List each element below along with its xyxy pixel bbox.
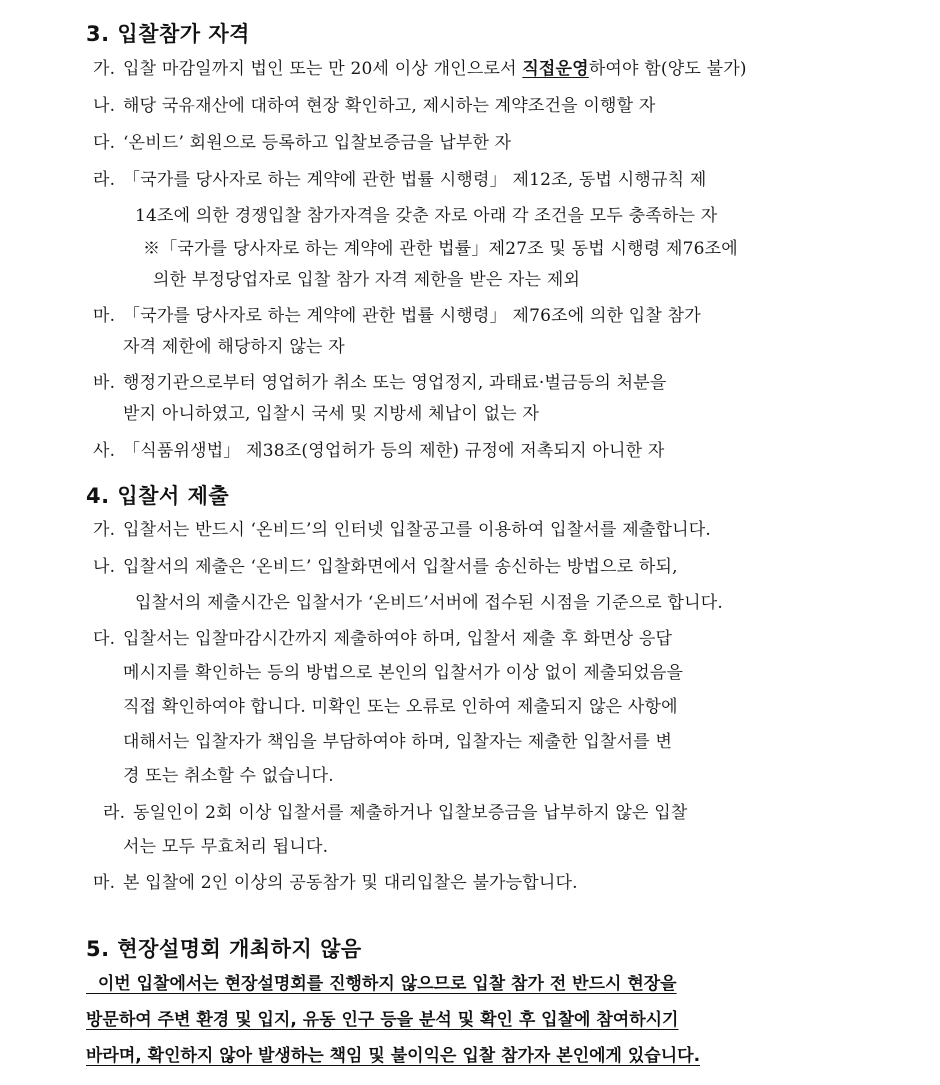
section-3-item-ma-line-1 bbox=[93, 305, 701, 327]
item-marker: 마. bbox=[93, 873, 116, 893]
section-3-item-da bbox=[93, 132, 511, 154]
item-text: 동일인이 2회 이상 입찰서를 제출하거나 입찰보증금을 납부하지 않은 입찰 bbox=[133, 803, 688, 823]
item-text-continued: 하여야 함(양도 불가) bbox=[588, 59, 747, 79]
section-4-item-da-line-2: 메시지를 확인하는 등의 방법으로 본인의 입찰서가 이상 없이 제출되었음을 bbox=[123, 663, 684, 683]
section-4-item-ra-line-1 bbox=[103, 802, 688, 824]
section-3-heading: 3. 입찰참가 자격 bbox=[86, 22, 250, 46]
item-text: 입찰 마감일까지 법인 또는 만 20세 이상 개인으로서 bbox=[123, 59, 523, 79]
item-marker: 라. bbox=[93, 170, 116, 190]
item-text: 해당 국유재산에 대하여 현장 확인하고, 제시하는 계약조건을 이행할 자 bbox=[123, 96, 656, 116]
section-3-item-ma-line-2: 자격 제한에 해당하지 않는 자 bbox=[123, 337, 345, 357]
item-marker: 마. bbox=[93, 306, 116, 326]
item-marker: 가. bbox=[93, 520, 116, 540]
section-3-item-ra-note-line-2: 의한 부정당업자로 입찰 참가 자격 제한을 받은 자는 제외 bbox=[153, 270, 581, 290]
section-3-item-ra-line-1 bbox=[93, 169, 707, 191]
item-text: 본 입찰에 2인 이상의 공동참가 및 대리입찰은 불가능합니다. bbox=[123, 873, 578, 893]
section-3-item-ra-note-line-1: ※「국가를 당사자로 하는 계약에 관한 법률」제27조 및 동법 시행령 제76조에 bbox=[143, 239, 738, 259]
item-marker: 바. bbox=[93, 373, 116, 393]
section-4-heading: 4. 입찰서 제출 bbox=[86, 484, 230, 508]
section-4-item-da-line-3: 직접 확인하여야 합니다. 미확인 또는 오류로 인하여 제출되지 않은 사항에 bbox=[123, 697, 678, 717]
section-4-item-ga bbox=[93, 519, 711, 541]
item-text: 입찰서는 입찰마감시간까지 제출하여야 하며, 입찰서 제출 후 화면상 응답 bbox=[123, 629, 673, 649]
section-3-item-na bbox=[93, 95, 655, 117]
item-marker: 나. bbox=[93, 557, 116, 577]
item-text: ‘온비드’ 회원으로 등록하고 입찰보증금을 납부한 자 bbox=[123, 133, 512, 153]
section-4-item-ra-line-2: 서는 모두 무효처리 됩니다. bbox=[123, 837, 329, 857]
section-4-item-da-line-4: 대해서는 입찰자가 책임을 부담하여야 하며, 입찰자는 제출한 입찰서를 변 bbox=[123, 732, 673, 752]
section-3-item-ba-line-2: 받지 아니하였고, 입찰시 국세 및 지방세 체납이 없는 자 bbox=[123, 404, 540, 424]
section-4-item-da-line-5: 경 또는 취소할 수 없습니다. bbox=[123, 766, 334, 786]
section-4-item-ma bbox=[93, 872, 578, 894]
item-marker: 라. bbox=[103, 803, 126, 823]
section-3-item-ga bbox=[93, 58, 747, 80]
site-visit-notice-line-2: 방문하여 주변 환경 및 입지, 유동 인구 등을 분석 및 확인 후 입찰에 참여하시기 bbox=[86, 1010, 679, 1030]
item-text: 입찰서는 반드시 ‘온비드’의 인터넷 입찰공고를 이용하여 입찰서를 제출합니다. bbox=[123, 520, 711, 540]
site-visit-notice-line-3: 바라며, 확인하지 않아 발생하는 책임 및 불이익은 입찰 참가자 본인에게 있습니다. bbox=[86, 1046, 701, 1066]
item-marker: 가. bbox=[93, 59, 116, 79]
emphasis-direct-operation: 직접운영 bbox=[522, 59, 589, 79]
item-text: 입찰서의 제출은 ‘온비드’ 입찰화면에서 입찰서를 송신하는 방법으로 하되, bbox=[123, 557, 678, 577]
section-4-item-na-line-1 bbox=[93, 556, 678, 578]
section-3-item-ra-line-2: 14조에 의한 경쟁입찰 참가자격을 갖춘 자로 아래 각 조건을 모두 충족하는 자 bbox=[135, 206, 718, 226]
item-marker: 다. bbox=[93, 629, 116, 649]
item-marker: 나. bbox=[93, 96, 116, 116]
section-5-heading: 5. 현장설명회 개최하지 않음 bbox=[86, 937, 362, 961]
section-3-item-sa bbox=[93, 440, 665, 462]
item-text: 「국가를 당사자로 하는 계약에 관한 법률 시행령」 제76조에 의한 입찰 참가 bbox=[123, 306, 701, 326]
item-text: 「식품위생법」 제38조(영업허가 등의 제한) 규정에 저촉되지 아니한 자 bbox=[123, 441, 665, 461]
item-marker: 다. bbox=[93, 133, 116, 153]
item-text: 행정기관으로부터 영업허가 취소 또는 영업정지, 과태료·벌금등의 처분을 bbox=[123, 373, 667, 393]
section-3-item-ba-line-1 bbox=[93, 372, 667, 394]
section-4-item-da-line-1 bbox=[93, 628, 672, 650]
site-visit-notice-line-1: 이번 입찰에서는 현장설명회를 진행하지 않으므로 입찰 참가 전 반드시 현장을 bbox=[86, 974, 677, 994]
section-4-item-na-line-2: 입찰서의 제출시간은 입찰서가 ‘온비드’서버에 접수된 시점을 기준으로 합니다. bbox=[135, 593, 723, 613]
item-text: 「국가를 당사자로 하는 계약에 관한 법률 시행령」 제12조, 동법 시행규칙 제 bbox=[123, 170, 707, 190]
item-marker: 사. bbox=[93, 441, 116, 461]
